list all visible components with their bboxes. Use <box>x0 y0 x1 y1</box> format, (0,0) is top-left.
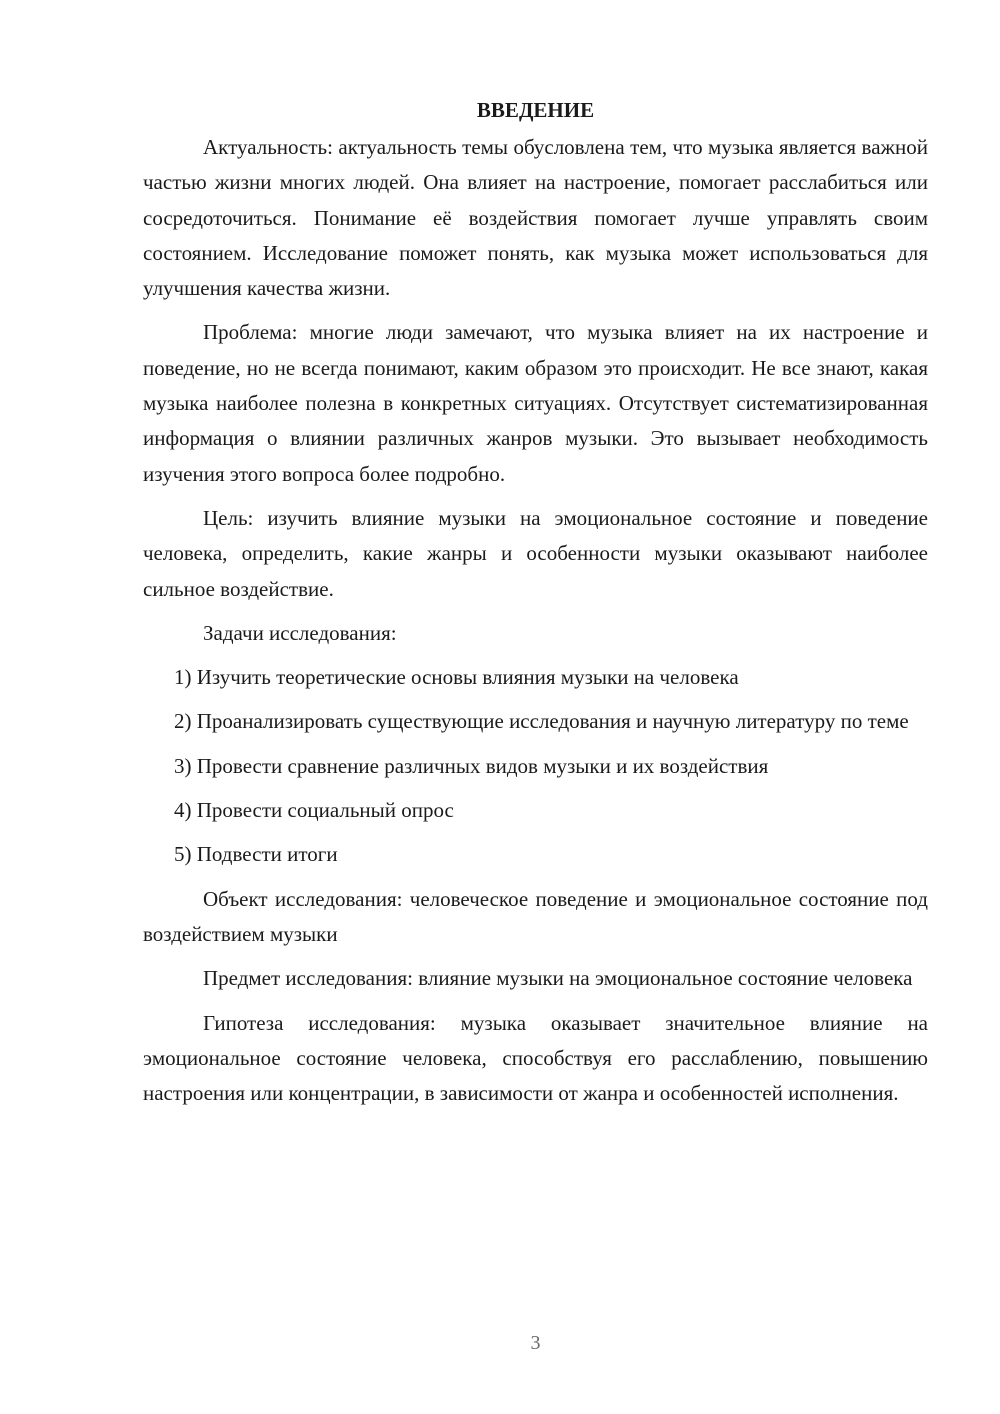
object-paragraph: Объект исследования: человеческое поведение и эмоциональное состояние под воздействием музыки <box>143 886 928 946</box>
task-item-5: 5) Подвести итоги <box>174 842 338 867</box>
page-title: ВВЕДЕНИЕ <box>476 98 595 122</box>
task-item-1: 1) Изучить теоретические основы влияния музыки на человека <box>174 665 739 690</box>
document-page <box>143 92 928 1120</box>
problem-paragraph: Проблема: многие люди замечают, что музыка влияет на их настроение и поведение, но не всегда понимают, каким образом это происходит. Не все знают, какая музыка наиболее полезна в конкретных ситуациях. Отсутствует систематизированная информация о влиянии различных жанров музыки. Это вызывает необходимость изучения этого вопроса более подробно. <box>143 320 928 486</box>
task-item-3: 3) Провести сравнение различных видов музыки и их воздействия <box>174 753 769 778</box>
task-item-4: 4) Провести социальный опрос <box>174 798 454 823</box>
page-number: 3 <box>530 1332 541 1354</box>
subject-paragraph: Предмет исследования: влияние музыки на эмоциональное состояние человека <box>203 966 913 991</box>
goal-paragraph: Цель: изучить влияние музыки на эмоциональное состояние и поведение человека, определить, какие жанры и особенности музыки оказывают наиболее сильное воздействие. <box>143 505 928 601</box>
tasks-label: Задачи исследования: <box>203 620 397 645</box>
hypothesis-paragraph: Гипотеза исследования: музыка оказывает значительное влияние на эмоциональное состояние человека, способствуя его расслаблению, повышению настроения или концентрации, в зависимости от жанра и особенностей исполнения. <box>143 1010 928 1106</box>
task-item-2: 2) Проанализировать существующие исследования и научную литературу по теме <box>174 709 909 734</box>
relevance-paragraph: Актуальность: актуальность темы обусловлена тем, что музыка является важной частью жизни многих людей. Она влияет на настроение, помогает расслабиться или сосредоточиться. Понимание её воздействия помогает лучше управлять своим состоянием. Исследование поможет понять, как музыка может использоваться для улучшения качества жизни. <box>143 135 928 301</box>
